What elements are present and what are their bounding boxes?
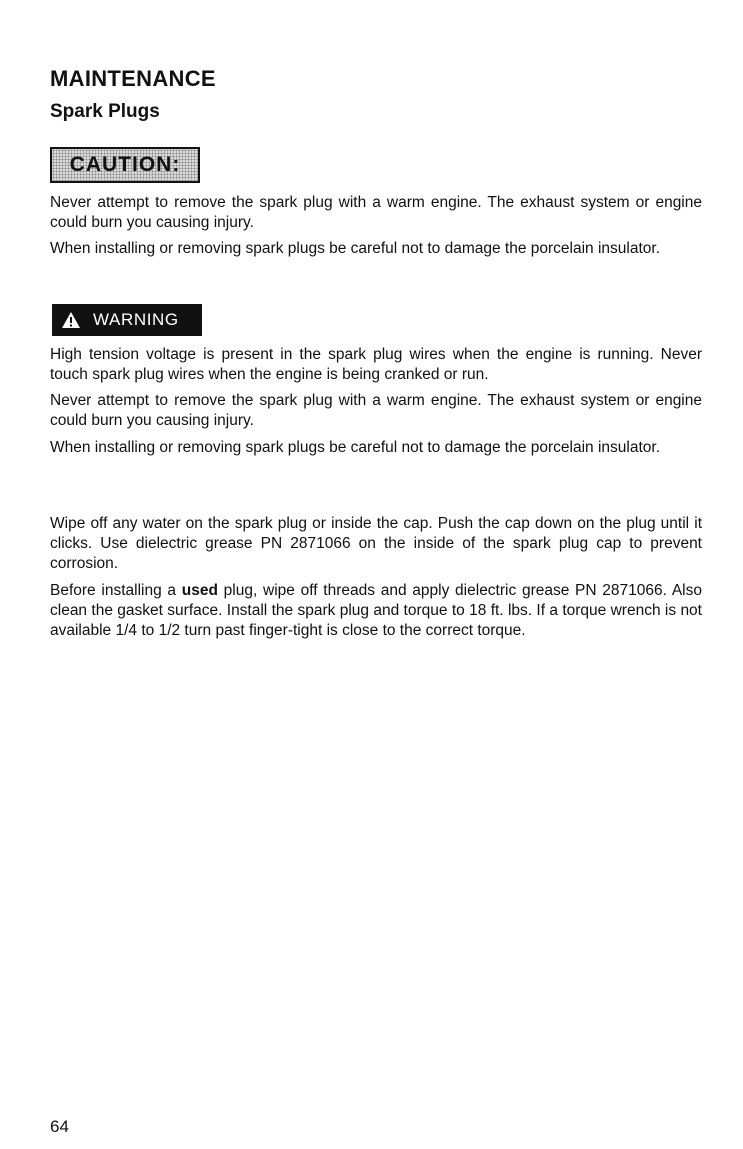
section-title: MAINTENANCE <box>50 66 216 91</box>
used-emphasis: used <box>181 582 218 599</box>
caution-paragraph-1: Never attempt to remove the spark plug with a warm engine. The exhaust system or engine could burn you causing injury. <box>50 194 702 231</box>
warning-label <box>52 304 202 336</box>
caution-paragraph-2: When installing or removing spark plugs be careful not to damage the porcelain insulator. <box>50 240 661 257</box>
warning-paragraph-1: High tension voltage is present in the spark plug wires when the engine is running. Never touch spark plug wires when the engine is being cranked or run. <box>50 346 702 383</box>
warning-label-text: WARNING <box>93 310 179 329</box>
body-paragraph-1: Wipe off any water on the spark plug or inside the cap. Push the cap down on the plug until it clicks. Use dielectric grease PN 2871066 on the inside of the spark plug cap to prevent corrosion. <box>50 515 702 572</box>
body-paragraph-2 <box>50 581 702 641</box>
caution-label: CAUTION: <box>50 147 200 183</box>
warning-paragraph-2: Never attempt to remove the spark plug with a warm engine. The exhaust system or engine could burn you causing injury. <box>50 392 702 429</box>
body-paragraph-2-start: Before installing a <box>50 582 182 599</box>
subsection-title: Spark Plugs <box>50 101 160 122</box>
page-number: 64 <box>50 1117 69 1136</box>
warning-paragraph-3: When installing or removing spark plugs be careful not to damage the porcelain insulator. <box>50 439 661 456</box>
body-paragraph-2-end: plug, wipe off threads and apply dielectric grease PN 2871066. Also clean the gasket surface. Install the spark plug and torque to 18 ft. lbs. If a torque wrench is not available 1/4 to 1/2 turn past finger-tight is close to the correct torque. <box>50 582 702 639</box>
warning-triangle-icon <box>61 311 81 329</box>
